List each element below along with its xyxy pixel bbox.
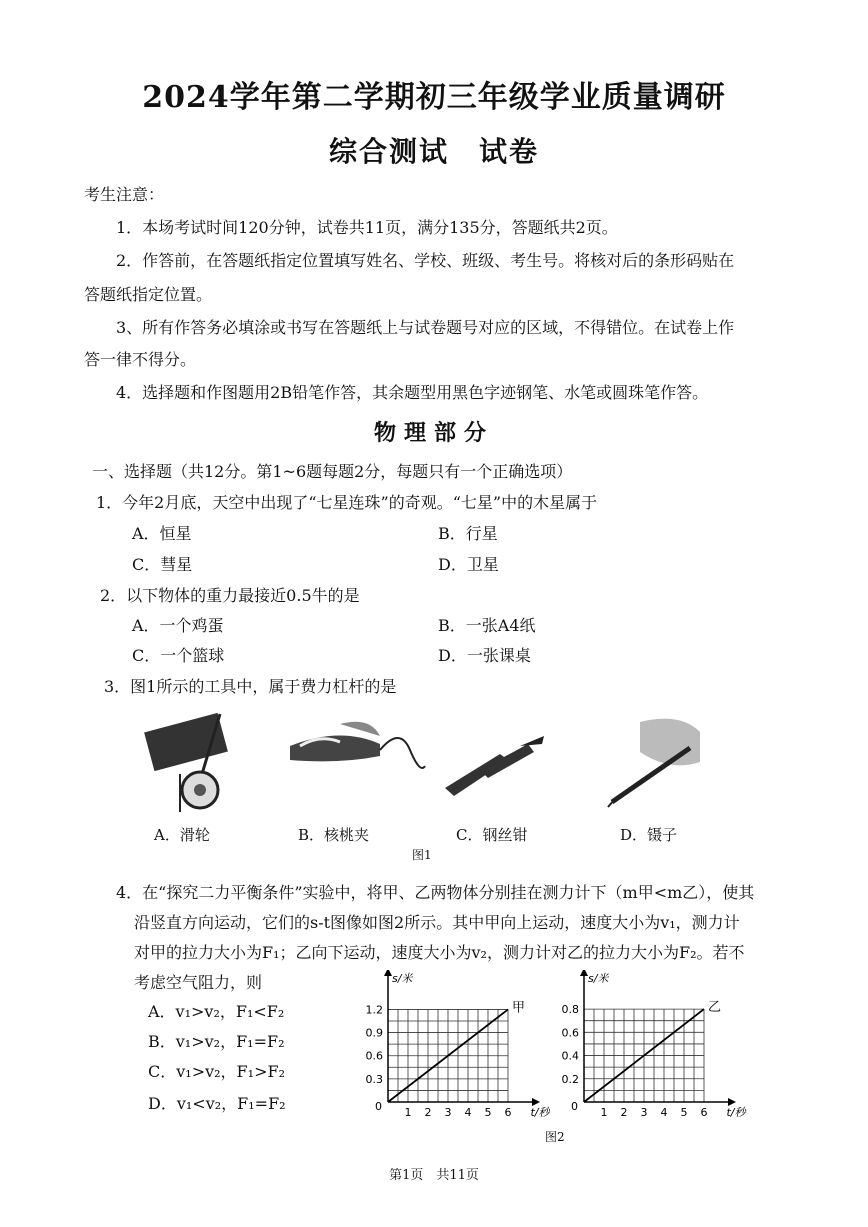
- part-heading: 一、选择题（共12分。第1~6题每题2分，每题只有一个正确选项）: [92, 462, 573, 481]
- q4-option-d: D．v₁<v₂，F₁=F₂: [148, 1094, 286, 1113]
- x-tick-label: 2: [424, 1106, 432, 1119]
- notice-item-2-cont: 答题纸指定位置。: [84, 285, 213, 304]
- q2-option-d: D．一张课桌: [438, 646, 531, 665]
- figure-1-caption: 图1: [412, 848, 432, 862]
- page-footer: 第1页 共11页: [389, 1168, 479, 1183]
- tweezers-image: [600, 712, 710, 812]
- y-axis-arrow: [580, 970, 588, 976]
- q1-option-c: C．彗星: [132, 555, 193, 574]
- y-tick-label: 0.8: [561, 1003, 579, 1017]
- q4-option-b: B．v₁>v₂，F₁=F₂: [148, 1032, 285, 1051]
- q4-line-3: 对甲的拉力大小为F₁；乙向下运动，速度大小为v₂，测力计对乙的拉力大小为F₂。若不: [134, 943, 745, 962]
- q1-option-d: D．卫星: [438, 555, 499, 574]
- x-axis-arrow: [728, 1098, 736, 1106]
- q3-stem: 3．图1所示的工具中，属于费力杠杆的是: [104, 677, 397, 696]
- x-tick-label: 5: [484, 1106, 492, 1119]
- chart-jia: [350, 970, 550, 1120]
- q4-line-1: 4．在“探究二力平衡条件”实验中，将甲、乙两物体分别挂在测力计下（m甲<m乙），使其: [116, 883, 755, 902]
- x-tick-label: 4: [464, 1106, 472, 1119]
- x-tick-label: 6: [504, 1106, 512, 1119]
- series-label: 乙: [708, 1000, 722, 1016]
- y-tick-label: 0.6: [561, 1026, 579, 1040]
- x-tick-label: 6: [700, 1106, 708, 1119]
- x-axis-arrow: [532, 1098, 540, 1106]
- section-title: 物理部分: [373, 420, 494, 446]
- exam-subtitle: 综合测试 试卷: [328, 135, 539, 168]
- x-tick-label: 4: [660, 1106, 668, 1119]
- y-tick-label: 0.4: [561, 1049, 579, 1063]
- x-tick-label: 2: [620, 1106, 628, 1119]
- origin-label: 0: [571, 1100, 578, 1113]
- q4-option-c: C．v₁>v₂，F₁>F₂: [148, 1062, 285, 1081]
- q3-option-d: D．镊子: [620, 826, 678, 844]
- q3-option-c: C．钢丝钳: [456, 826, 528, 844]
- notice-item-3: 3、所有作答务必填涂或书写在答题纸上与试卷题号对应的区域，不得错位。在试卷上作: [116, 318, 735, 337]
- q4-line-4: 考虑空气阻力，则: [134, 973, 263, 992]
- q2-stem: 2．以下物体的重力最接近0.5牛的是: [100, 586, 360, 605]
- notice-item-3-cont: 答一律不得分。: [84, 350, 197, 369]
- x-tick-label: 3: [640, 1106, 648, 1119]
- notice-item-4: 4．选择题和作图题用2B铅笔作答，其余题型用黑色字迹钢笔、水笔或圆珠笔作答。: [116, 383, 709, 402]
- pulley-image: [140, 704, 240, 814]
- q3-option-a: A．滑轮: [154, 826, 210, 844]
- y-tick-label: 0.6: [365, 1049, 383, 1063]
- x-axis-label: t/秒: [530, 1106, 550, 1119]
- notice-item-2: 2．作答前，在答题纸指定位置填写姓名、学校、班级、考生号。将核对后的条形码贴在: [116, 251, 735, 270]
- x-tick-label: 5: [680, 1106, 688, 1119]
- figure-2-caption: 图2: [545, 1130, 565, 1144]
- q4-option-a: A．v₁>v₂，F₁<F₂: [148, 1002, 285, 1021]
- y-axis-label: s/米: [392, 972, 413, 985]
- wire-pliers-image: [440, 730, 550, 800]
- y-axis-label: s/米: [588, 972, 609, 985]
- q1-option-b: B．行星: [438, 524, 498, 543]
- exam-title: 2024学年第二学期初三年级学业质量调研: [142, 80, 726, 115]
- q4-line-2: 沿竖直方向运动，它们的s-t图像如图2所示。其中甲向上运动，速度大小为v₁，测力计: [134, 913, 740, 932]
- y-tick-label: 1.2: [365, 1003, 383, 1017]
- y-tick-label: 0.3: [365, 1072, 383, 1086]
- y-tick-label: 0.9: [365, 1026, 383, 1040]
- x-tick-label: 1: [404, 1106, 412, 1119]
- notice-item-1: 1．本场考试时间120分钟，试卷共11页，满分135分，答题纸共2页。: [116, 218, 618, 237]
- x-axis-label: t/秒: [726, 1106, 746, 1119]
- nutcracker-image: [280, 706, 430, 796]
- origin-label: 0: [375, 1100, 382, 1113]
- q2-option-a: A．一个鸡蛋: [132, 616, 224, 635]
- y-axis-arrow: [384, 970, 392, 976]
- x-tick-label: 1: [600, 1106, 608, 1119]
- chart-yi: [540, 970, 750, 1120]
- x-tick-label: 3: [444, 1106, 452, 1119]
- notice-heading: 考生注意：: [84, 185, 165, 204]
- q1-option-a: A．恒星: [132, 524, 192, 543]
- q2-option-c: C．一个篮球: [132, 646, 225, 665]
- series-label: 甲: [512, 1000, 526, 1016]
- y-tick-label: 0.2: [561, 1072, 579, 1086]
- q1-stem: 1．今年2月底，天空中出现了“七星连珠”的奇观。“七星”中的木星属于: [96, 493, 598, 512]
- q3-option-b: B．核桃夹: [298, 826, 370, 844]
- q2-option-b: B．一张A4纸: [438, 616, 536, 635]
